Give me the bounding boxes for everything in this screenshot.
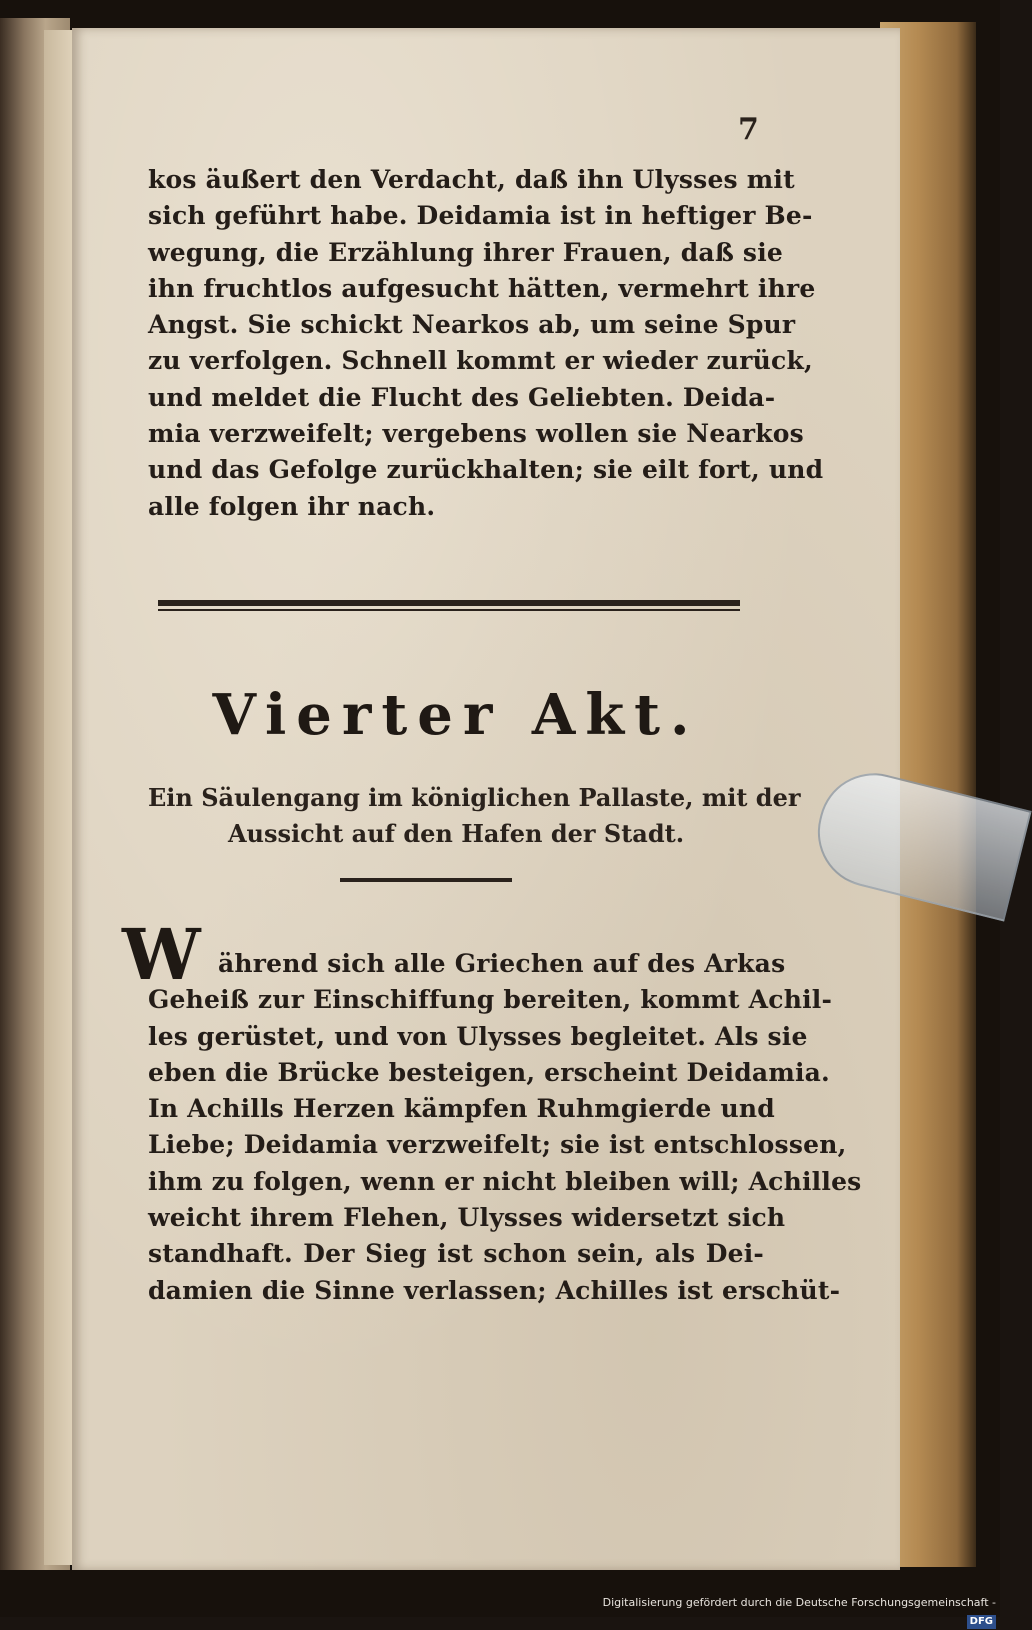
scene-line: Aussicht auf den Hafen der Stadt. (227, 819, 685, 848)
text-line: wegung, die Erzählung ihrer Frauen, daß sie (148, 237, 783, 267)
text-line: Geheiß zur Einschiffung bereiten, kommt Achil- (148, 985, 833, 1015)
text-line: alle folgen ihr nach. (148, 491, 436, 521)
text-line: Angst. Sie schickt Nearkos ab, um seine Spur (148, 310, 796, 340)
text-line: zu verfolgen. Schnell kommt er wieder zurück, (148, 346, 813, 376)
text-line: ährend sich alle Griechen auf des Arkas (218, 949, 786, 978)
short-rule-divider (340, 878, 512, 882)
double-rule-divider (158, 600, 740, 614)
text-line: damien die Sinne verlassen; Achilles ist erschüt- (148, 1275, 841, 1305)
text-line: und meldet die Flucht des Geliebten. Deida- (148, 382, 776, 412)
text-line: und das Gefolge zurückhalten; sie eilt fort, und (148, 455, 824, 485)
text-line: standhaft. Der Sieg ist schon sein, als Dei- (148, 1239, 764, 1269)
text-line: In Achills Herzen kämpfen Ruhmgierde und (148, 1094, 775, 1124)
left-page-strip (44, 30, 74, 1565)
top-paragraph (148, 162, 824, 525)
page-number: 7 (738, 112, 759, 147)
text-line: sich geführt habe. Deidamia ist in heftiger Be- (148, 201, 813, 231)
text-line: ihn fruchtlos aufgesucht hätten, vermehrt ihre (148, 273, 816, 303)
drop-cap: W (122, 913, 201, 996)
scene-line: Ein Säulengang im königlichen Pallaste, mit der (148, 783, 801, 812)
rule-thin (158, 609, 740, 611)
text-line: les gerüstet, und von Ulysses begleitet. Als sie (148, 1021, 808, 1051)
scene-description (148, 780, 801, 852)
digitization-footer (596, 1594, 996, 1627)
text-line: weicht ihrem Flehen, Ulysses widersetzt sich (148, 1203, 786, 1233)
text-line: kos äußert den Verdacht, daß ihn Ulysses mit (148, 165, 795, 194)
text-line: Liebe; Deidamia verzweifelt; sie ist entschlossen, (148, 1130, 847, 1160)
rule-thick (158, 600, 740, 606)
text-line: eben die Brücke besteigen, erscheint Deidamia. (148, 1057, 830, 1087)
text-line: mia verzweifelt; vergebens wollen sie Nearkos (148, 419, 804, 449)
act-heading: Vierter Akt. (212, 682, 700, 748)
footer-text: Digitalisierung gefördert durch die Deutsche Forschungsgemeinschaft - (602, 1596, 996, 1609)
text-line: ihm zu folgen, wenn er nicht bleiben will; Achilles (148, 1166, 862, 1196)
dfg-logo: DFG (967, 1615, 996, 1629)
bottom-paragraph (148, 946, 862, 1309)
